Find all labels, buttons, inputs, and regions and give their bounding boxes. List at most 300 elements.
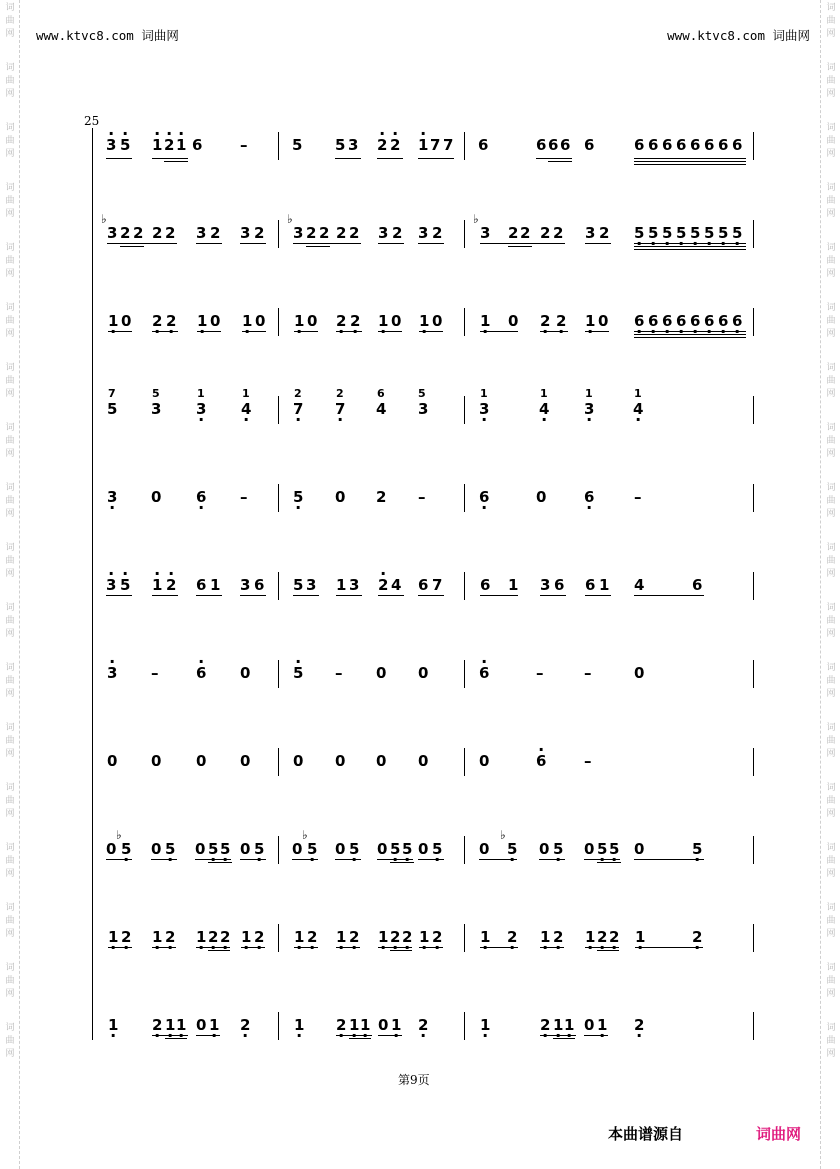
note: 1 · <box>242 312 252 330</box>
note: 0 <box>195 840 206 858</box>
upper-note: 1 <box>540 387 548 400</box>
watermark-char: 曲 <box>5 436 15 446</box>
note: 6 · <box>584 488 594 506</box>
note: 6 <box>254 576 265 594</box>
note: 2 · <box>390 928 400 946</box>
note: 1 · <box>540 928 550 946</box>
upper-note: 6 <box>377 387 385 400</box>
note: 2 · <box>432 928 442 946</box>
watermark-char: 曲 <box>826 976 836 986</box>
note: 1 · <box>294 1016 304 1034</box>
watermark-char: 词 <box>5 843 15 853</box>
watermark-char: 曲 <box>5 76 15 86</box>
staff-row-6 <box>0 568 840 608</box>
barline <box>464 220 465 248</box>
note: 2 <box>133 224 144 242</box>
watermark-char: 曲 <box>826 916 836 926</box>
note: 2 <box>336 224 347 242</box>
watermark-char: 词 <box>826 123 836 133</box>
note: 5 · <box>704 224 714 242</box>
note: 6 · <box>732 312 742 330</box>
watermark-char: 词 <box>5 183 15 193</box>
note: 0 <box>391 312 402 330</box>
note: 6 <box>192 136 203 154</box>
header-right-url[interactable]: www.ktvc8.com 词曲网 <box>667 28 810 43</box>
watermark-char: 词 <box>826 963 836 973</box>
note: 2 · <box>349 928 359 946</box>
note: 2 · <box>634 1016 644 1034</box>
note: · 2 <box>166 576 176 594</box>
watermark-char: 网 <box>826 269 836 279</box>
watermark-char: 词 <box>826 3 836 13</box>
page-number: 第9页 <box>398 1073 430 1087</box>
watermark-char: 曲 <box>826 76 836 86</box>
note: 5 · <box>121 840 131 858</box>
barline <box>753 132 754 160</box>
note: 5 · <box>662 224 672 242</box>
note: 0 <box>539 840 550 858</box>
note: 0 <box>151 840 162 858</box>
note: 0 <box>418 840 429 858</box>
watermark-char: 词 <box>5 963 15 973</box>
note: 0 <box>335 488 346 506</box>
watermark-char: 词 <box>5 483 15 493</box>
watermark-char: 词 <box>5 63 15 73</box>
watermark-char: 网 <box>5 89 15 99</box>
watermark-char: 网 <box>5 449 15 459</box>
note: 5 · <box>349 840 359 858</box>
note: 6 · <box>479 488 489 506</box>
note: 1 · <box>391 1016 401 1034</box>
watermark-char: 网 <box>5 929 15 939</box>
watermark-char: 网 <box>5 269 15 279</box>
note: 5 <box>293 576 304 594</box>
note: 2 <box>540 224 551 242</box>
note: 7 <box>443 136 454 154</box>
watermark-char: 曲 <box>826 16 836 26</box>
watermark-char: 网 <box>5 749 15 759</box>
watermark-char: 词 <box>826 663 836 673</box>
note: 1 <box>599 576 610 594</box>
note: 2 · <box>220 928 230 946</box>
upper-note: 1 <box>197 387 205 400</box>
note: 1 · <box>378 928 388 946</box>
note: 5 · <box>718 224 728 242</box>
watermark-char: 词 <box>5 603 15 613</box>
note: · 2 <box>390 136 400 154</box>
watermark-char: 曲 <box>5 916 15 926</box>
watermark-char: 曲 <box>826 1036 836 1046</box>
note: 2 · <box>336 312 346 330</box>
note: 6 <box>585 576 596 594</box>
note: 2 · <box>540 1016 550 1034</box>
note: 0 <box>151 488 162 506</box>
watermark-char: 词 <box>826 783 836 793</box>
note: 1 · <box>209 1016 219 1034</box>
barline <box>753 220 754 248</box>
note: 4 <box>376 400 387 418</box>
watermark-char: 词 <box>5 3 15 13</box>
note: · 1 <box>152 576 162 594</box>
note: 2 · <box>609 928 619 946</box>
barline <box>278 220 279 248</box>
note: 1 · <box>108 1016 118 1034</box>
note: 1 · <box>241 928 251 946</box>
note: 2 · <box>597 928 607 946</box>
watermark-char: 词 <box>5 423 15 433</box>
note: 1 · <box>480 312 490 330</box>
note: 0 <box>584 1016 595 1034</box>
watermark-char: 曲 <box>5 676 15 686</box>
note: 1 · <box>585 312 595 330</box>
dash: – <box>335 664 343 682</box>
note: 1 <box>508 576 519 594</box>
note: 0 <box>634 840 645 858</box>
note: 1 · <box>108 312 118 330</box>
note: 6 <box>662 136 673 154</box>
note: 2 · <box>540 312 550 330</box>
watermark-char: 词 <box>5 663 15 673</box>
note: 6 <box>634 136 645 154</box>
dash: – <box>240 136 248 154</box>
note: 0 <box>240 664 251 682</box>
watermark-char: 词 <box>5 903 15 913</box>
watermark-char: 网 <box>826 1049 836 1059</box>
note: 6 <box>676 136 687 154</box>
barline <box>278 396 279 424</box>
watermark-char: 词 <box>826 543 836 553</box>
note: 5 · <box>402 840 412 858</box>
barline <box>464 484 465 512</box>
note: 1 · <box>564 1016 574 1034</box>
watermark-char: 网 <box>826 869 836 879</box>
upper-note: 5 <box>418 387 426 400</box>
note: 2 <box>152 224 163 242</box>
note: · 6 <box>196 664 206 682</box>
watermark-char: 曲 <box>5 736 15 746</box>
watermark-char: 词 <box>5 723 15 733</box>
note: 0 <box>584 840 595 858</box>
upper-note: 1 <box>634 387 642 400</box>
note: 3 · <box>107 488 117 506</box>
watermark-char: 网 <box>5 509 15 519</box>
note: 1 · <box>419 928 429 946</box>
staff-row-1 <box>0 128 840 168</box>
watermark-char: 曲 <box>826 736 836 746</box>
note: 0 <box>536 488 547 506</box>
note: 3 · <box>196 400 206 418</box>
watermark-char: 网 <box>826 449 836 459</box>
dash: – <box>151 664 159 682</box>
watermark-char: 曲 <box>5 976 15 986</box>
note: 2 · <box>507 928 517 946</box>
note: 6 · <box>662 312 672 330</box>
barline <box>464 1012 465 1040</box>
note: 2 <box>349 224 360 242</box>
watermark-char: 网 <box>5 389 15 399</box>
note: 1 · <box>294 928 304 946</box>
note: 0 <box>376 664 387 682</box>
note: 3 <box>540 576 551 594</box>
watermark-char: 曲 <box>826 436 836 446</box>
watermark-char: 词 <box>5 363 15 373</box>
note: 2 · <box>208 928 218 946</box>
watermark-char: 曲 <box>826 376 836 386</box>
note: 6 <box>480 576 491 594</box>
watermark-char: 网 <box>5 869 15 879</box>
note: 7 <box>430 136 441 154</box>
note: 6 <box>584 136 595 154</box>
barline <box>278 924 279 952</box>
note: 6 <box>536 136 547 154</box>
watermark-char: 曲 <box>826 676 836 686</box>
note: 1 · <box>360 1016 370 1034</box>
flat-sign: ♭ <box>287 212 293 226</box>
note: 6 <box>718 136 729 154</box>
watermark-char: 曲 <box>826 796 836 806</box>
note: · 5 <box>293 664 303 682</box>
note: 3 <box>418 224 429 242</box>
note: 2 · <box>152 312 162 330</box>
upper-note: 5 <box>152 387 160 400</box>
watermark-char: 词 <box>826 423 836 433</box>
watermark-char: 词 <box>826 243 836 253</box>
note: 2 · <box>692 928 702 946</box>
note: 4 <box>634 576 645 594</box>
note: · 2 <box>378 576 388 594</box>
note: 1 · <box>197 312 207 330</box>
note: 0 <box>255 312 266 330</box>
note: 3 <box>107 224 118 242</box>
staff-row-3 <box>0 304 840 344</box>
watermark-char: 词 <box>826 603 836 613</box>
note: 3 <box>151 400 162 418</box>
note: 2 <box>376 488 387 506</box>
note: 3 <box>293 224 304 242</box>
brand-link[interactable]: 词曲网 <box>756 1125 802 1143</box>
note: 3 <box>480 224 491 242</box>
note: · 1 <box>176 136 186 154</box>
note: 6 <box>704 136 715 154</box>
note: 0 <box>107 752 118 770</box>
note: 1 · <box>152 928 162 946</box>
watermark-char: 曲 <box>5 616 15 626</box>
watermark-char: 网 <box>826 569 836 579</box>
note: 0 <box>292 840 303 858</box>
note: 2 · <box>254 928 264 946</box>
note: 5 · <box>634 224 644 242</box>
watermark-char: 网 <box>826 149 836 159</box>
note: 1 · <box>336 928 346 946</box>
note: 5 · <box>732 224 742 242</box>
note: 5 · <box>390 840 400 858</box>
note: 2 <box>520 224 531 242</box>
note: · 3 <box>107 664 117 682</box>
source-label: 本曲谱源自 <box>608 1125 684 1143</box>
note: 5 · <box>307 840 317 858</box>
note: 4 · <box>539 400 549 418</box>
watermark-char: 曲 <box>5 376 15 386</box>
watermark-char: 曲 <box>826 256 836 266</box>
flat-sign: ♭ <box>116 828 122 842</box>
note: 2 · <box>418 1016 428 1034</box>
note: 6 <box>692 576 703 594</box>
watermark-char: 曲 <box>826 496 836 506</box>
note: 1 <box>336 576 347 594</box>
note: 2 · <box>165 928 175 946</box>
note: 1 · <box>585 928 595 946</box>
watermark-char: 词 <box>5 543 15 553</box>
note: · 1 <box>418 136 428 154</box>
watermark-char: 词 <box>5 1023 15 1033</box>
note: 1 · <box>378 312 388 330</box>
note: 3 <box>349 576 360 594</box>
barline <box>464 660 465 688</box>
watermark-char: 词 <box>826 903 836 913</box>
note: 0 <box>121 312 132 330</box>
upper-note: 2 <box>336 387 344 400</box>
dash: – <box>584 664 592 682</box>
note: 3 <box>240 224 251 242</box>
flat-sign: ♭ <box>302 828 308 842</box>
note: 3 <box>378 224 389 242</box>
note: 3 · <box>584 400 594 418</box>
note: 6 <box>554 576 565 594</box>
watermark-char: 词 <box>5 243 15 253</box>
watermark-char: 曲 <box>5 496 15 506</box>
dash: – <box>634 488 642 506</box>
note: 0 <box>196 752 207 770</box>
note: 0 <box>307 312 318 330</box>
note: 5 · <box>432 840 442 858</box>
watermark-char: 曲 <box>5 856 15 866</box>
watermark-char: 网 <box>826 629 836 639</box>
note: 1 · <box>108 928 118 946</box>
watermark-char: 曲 <box>5 796 15 806</box>
note: 1 · <box>165 1016 175 1034</box>
note: 6 <box>690 136 701 154</box>
note: · 5 <box>120 576 130 594</box>
note: 0 <box>378 1016 389 1034</box>
note: 6 · <box>634 312 644 330</box>
barline <box>753 308 754 336</box>
dash: – <box>418 488 426 506</box>
note: 5 · <box>597 840 607 858</box>
upper-note: 2 <box>294 387 302 400</box>
note: 6 <box>478 136 489 154</box>
barline <box>278 484 279 512</box>
note: 2 <box>553 224 564 242</box>
note: 0 <box>598 312 609 330</box>
note: 1 <box>210 576 221 594</box>
note: 0 <box>432 312 443 330</box>
note: 1 · <box>480 1016 490 1034</box>
note: 6 <box>548 136 559 154</box>
watermark-char: 网 <box>5 149 15 159</box>
staff-row-4 <box>0 387 840 432</box>
barline <box>753 836 754 864</box>
barline <box>753 484 754 512</box>
watermark-char: 曲 <box>826 136 836 146</box>
barline <box>278 572 279 600</box>
note: 2 <box>210 224 221 242</box>
barline <box>464 924 465 952</box>
note: 0 <box>377 840 388 858</box>
barline <box>753 924 754 952</box>
note: 0 <box>240 840 251 858</box>
note: 0 <box>106 840 117 858</box>
note: 7 <box>432 576 443 594</box>
note: 1 · <box>176 1016 186 1034</box>
note: 4 <box>391 576 402 594</box>
note: 5 · <box>676 224 686 242</box>
watermark-char: 网 <box>5 209 15 219</box>
staff-row-9 <box>0 828 840 872</box>
staff-row-5 <box>0 480 840 520</box>
dash: – <box>584 752 592 770</box>
note: 1 · <box>196 928 206 946</box>
header-left-url[interactable]: www.ktvc8.com 词曲网 <box>36 28 179 43</box>
note: 5 <box>292 136 303 154</box>
barline <box>278 836 279 864</box>
watermark-char: 网 <box>826 389 836 399</box>
barline <box>753 660 754 688</box>
watermark-char: 网 <box>826 29 836 39</box>
note: 6 · <box>648 312 658 330</box>
barline <box>464 836 465 864</box>
measure-number: 25 <box>84 114 100 128</box>
barline <box>753 1012 754 1040</box>
watermark-char: 词 <box>826 183 836 193</box>
flat-sign: ♭ <box>473 212 479 226</box>
watermark-char: 网 <box>5 989 15 999</box>
watermark-char: 曲 <box>5 1036 15 1046</box>
watermark-char: 网 <box>5 809 15 819</box>
barline <box>753 396 754 424</box>
watermark-char: 曲 <box>826 856 836 866</box>
watermark-char: 网 <box>5 569 15 579</box>
flat-sign: ♭ <box>101 212 107 226</box>
note: 2 · <box>556 312 566 330</box>
note: 1 · <box>553 1016 563 1034</box>
note: 0 <box>376 752 387 770</box>
upper-note: 1 <box>585 387 593 400</box>
watermark-char: 曲 <box>826 556 836 566</box>
note: 0 <box>634 664 645 682</box>
note: · 5 <box>120 136 130 154</box>
watermark-char: 词 <box>826 723 836 733</box>
watermark-char: 网 <box>826 749 836 759</box>
note: 5 · <box>648 224 658 242</box>
barline <box>464 132 465 160</box>
note: 3 <box>585 224 596 242</box>
note: 5 · <box>208 840 218 858</box>
note: 0 <box>293 752 304 770</box>
watermark-char: 词 <box>826 843 836 853</box>
watermark-char: 网 <box>5 689 15 699</box>
dash: – <box>240 488 248 506</box>
watermark-char: 网 <box>5 329 15 339</box>
barline <box>464 396 465 424</box>
note: · 6 <box>479 664 489 682</box>
barline <box>278 132 279 160</box>
note: 2 <box>306 224 317 242</box>
note: 2 · <box>402 928 412 946</box>
note: 2 · <box>152 1016 162 1034</box>
note: 2 · <box>553 928 563 946</box>
note: 2 · <box>166 312 176 330</box>
note: 0 <box>335 840 346 858</box>
